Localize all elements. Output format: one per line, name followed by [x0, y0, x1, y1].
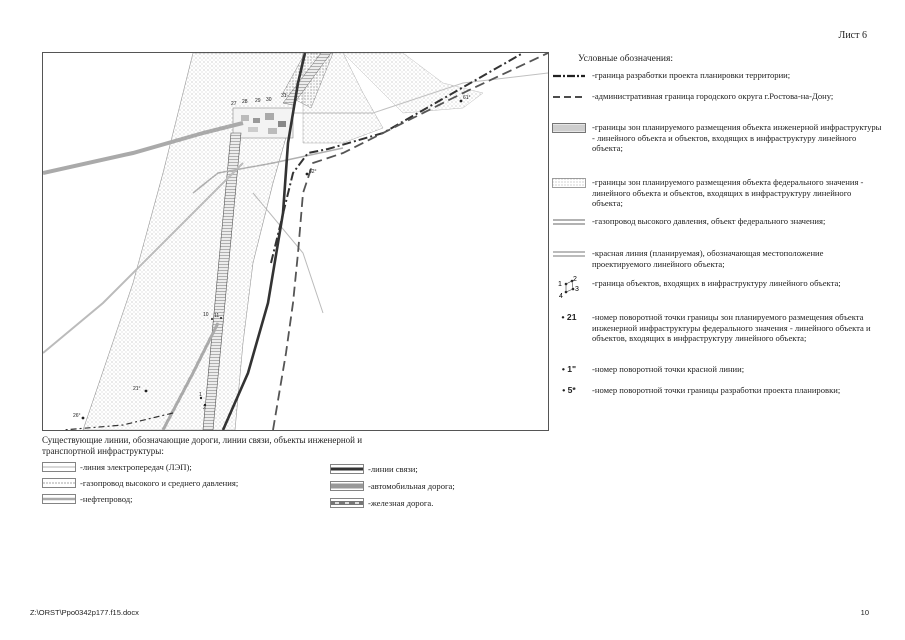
map-label-1: 1 — [199, 392, 202, 398]
legend-item-turn-point-red-line: • 1" -номер поворотной точки красной линии; — [552, 364, 882, 378]
dotted-zone-icon — [552, 178, 586, 188]
legend-item-gas-pipeline-federal: -газопровод высокого давления, объект федерального значения; — [552, 216, 882, 240]
turn-point-1-marker: • 1" — [561, 364, 577, 374]
symbol-label-1: 1 — [558, 281, 562, 288]
oil-pipeline-icon — [42, 494, 76, 504]
power-line-icon — [42, 462, 76, 472]
road-icon — [330, 481, 364, 491]
dashed-line-icon — [552, 92, 586, 102]
double-line-icon — [552, 217, 586, 227]
legend-item-federal-zone: -границы зон планируемого размещения объекта федерального значения - линейного объекта и объектов, входящих в инфраструктуру линейного объекта; — [552, 177, 882, 211]
map-label-26: 26° — [73, 413, 81, 419]
hatched-zone-icon — [552, 123, 586, 133]
map-drawing[interactable] — [42, 52, 549, 431]
map-label-10: 10 — [203, 312, 209, 318]
turn-point-21-marker: • 21 — [561, 312, 577, 322]
map-label-31: 31 — [281, 93, 287, 99]
symbol-label-3: 3 — [575, 286, 579, 293]
existing-lines-title: Существующие линии, обозначающие дороги, линии связи, объекты инженерной и транспортной инфраструктуры: — [42, 435, 363, 456]
railway-icon — [330, 498, 364, 508]
sheet-number: Лист 6 — [838, 30, 867, 41]
gas-pipeline-icon — [42, 478, 76, 488]
legend-title: Условные обозначения: — [578, 54, 674, 64]
map-label-29: 29 — [255, 98, 261, 104]
map-label-11: 11 — [214, 313, 220, 319]
turn-point-5-marker: • 5* — [562, 385, 576, 395]
page-number: 10 — [860, 608, 869, 617]
symbol-label-2: 2 — [573, 276, 577, 283]
map-label-2: 2 — [203, 405, 206, 411]
file-path: Z:\ORST\Ppo0342p177.f15.docx — [30, 608, 139, 617]
map-label-28: 28 — [242, 99, 248, 105]
map-label-30: 30 — [266, 97, 272, 103]
map-label-61: 61° — [463, 95, 471, 101]
legend-item-planning-boundary: -граница разработки проекта планировки территории; — [552, 70, 882, 84]
map-label-21: 21° — [133, 386, 141, 392]
communication-line-icon — [330, 464, 364, 474]
legend-item-engineering-zone: -границы зон планируемого размещения объекта инженерной инфраструктуры - линейного объекта и объектов, входящих в инфраструктуру линейного объекта; — [552, 122, 882, 166]
symbol-label-4: 4 — [559, 293, 563, 300]
map-label-27: 27 — [231, 101, 237, 107]
legend-item-turn-point-zone: • 21 -номер поворотной точки границы зон планируемого размещения объекта инженерной инфраструктуры федерального значения - линейного объекта и объектов, входящих в инфраструктуру линейного объекта; — [552, 312, 882, 356]
legend-item-infrastructure-boundary: 1 2 3 4 -граница объектов, входящих в инфраструктуру линейного объекта; — [552, 278, 882, 304]
legend-item-admin-boundary: -административная граница городского округа г.Ростова-на-Дону; — [552, 91, 882, 115]
dash-dot-line-icon — [552, 71, 586, 81]
map-label-62: 62° — [309, 169, 317, 175]
legend-item-turn-point-planning: • 5* -номер поворотной точки границы разработки проекта планировки; — [552, 385, 882, 409]
point-boundary-icon — [552, 276, 586, 300]
legend-item-red-line: -красная линия (планируемая), обозначающая местоположение проектируемого линейного объекта; — [552, 248, 882, 272]
red-line-icon — [552, 249, 586, 259]
